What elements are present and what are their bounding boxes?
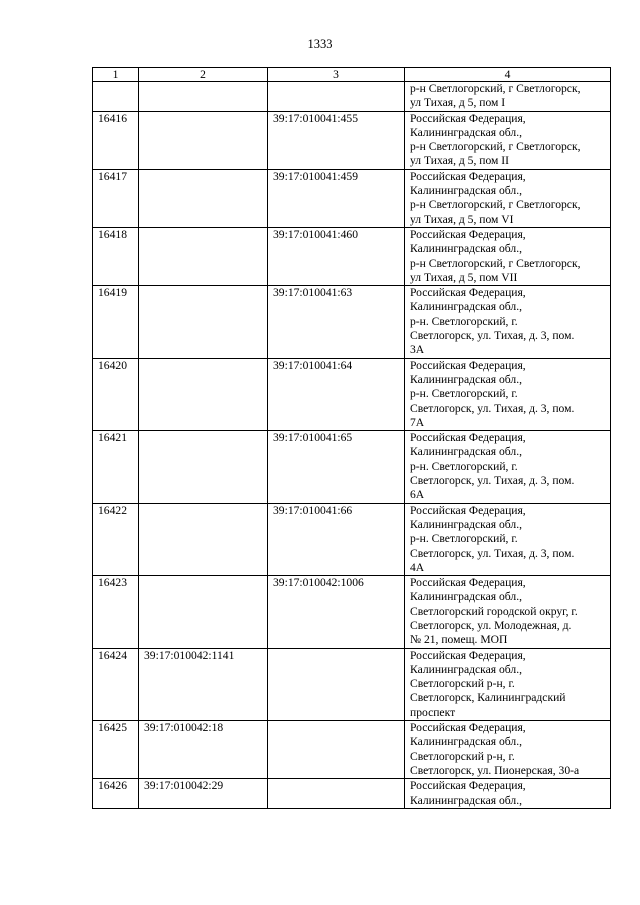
address-line: Калининградская обл., <box>410 300 522 314</box>
table-row <box>93 286 611 358</box>
address-line: р-н Светлогорский, г Светлогорск, <box>410 256 581 270</box>
address-line: 4А <box>410 560 425 574</box>
cadastral-number-cell <box>268 779 405 809</box>
cadastral-number-cell: 39:17:010042:1006 <box>268 576 405 648</box>
address-line: проспект <box>410 705 456 719</box>
table-row <box>93 721 611 779</box>
address-cell <box>405 779 611 809</box>
cadastral-number-cell: 39:17:010041:459 <box>268 169 405 227</box>
address-line: Калининградская обл., <box>410 793 522 807</box>
address-line: 3А <box>410 343 425 357</box>
column-header-2: 2 <box>139 68 268 82</box>
address-cell <box>405 111 611 169</box>
address-line: Светлогорск, ул. Тихая, д. 3, пом. <box>410 474 575 488</box>
address-line: Калининградская обл., <box>410 445 522 459</box>
address-line: Калининградская обл., <box>410 662 522 676</box>
row-number-cell: 16421 <box>93 431 139 503</box>
cadastral-number-cell: 39:17:010041:460 <box>268 227 405 285</box>
address-line: Российская Федерация, <box>410 169 526 183</box>
address-line: Калининградская обл., <box>410 735 522 749</box>
address-line: ул Тихая, д 5, пом I <box>410 96 506 110</box>
address-line: Российская Федерация, <box>410 431 526 445</box>
address-line: Светлогорск, ул. Пионерская, 30-а <box>410 763 580 777</box>
cadastral-number-cell: 39:17:010041:455 <box>268 111 405 169</box>
cadastral-number-cell: 39:17:010041:63 <box>268 286 405 358</box>
address-line: Светлогорск, Калининградский <box>410 691 566 705</box>
cadastral-number-cell <box>268 721 405 779</box>
address-cell <box>405 227 611 285</box>
address-line: Калининградская обл., <box>410 125 522 139</box>
address-line: р-н Светлогорский, г Светлогорск, <box>410 82 581 95</box>
address-line: Калининградская обл., <box>410 242 522 256</box>
address-line: Светлогорский р-н, г. <box>410 677 515 691</box>
cadastral-number-cell: 39:17:010042:1141 <box>139 648 268 720</box>
address-line: Российская Федерация, <box>410 779 526 793</box>
cadastral-number-cell <box>139 169 268 227</box>
address-line: Российская Федерация, <box>410 648 526 662</box>
cadastral-number-cell <box>139 576 268 648</box>
cadastral-number-cell: 39:17:010041:65 <box>268 431 405 503</box>
address-cell <box>405 82 611 112</box>
address-line: № 21, помещ. МОП <box>410 633 508 647</box>
address-line: Российская Федерация, <box>410 503 526 517</box>
address-cell <box>405 721 611 779</box>
row-number-cell: 16426 <box>93 779 139 809</box>
address-line: р-н. Светлогорский, г. <box>410 532 518 546</box>
address-line: Российская Федерация, <box>410 227 526 241</box>
cadastral-number-cell <box>139 227 268 285</box>
table-row <box>93 503 611 575</box>
address-line: Светлогорск, ул. Тихая, д. 3, пом. <box>410 546 575 560</box>
row-number-cell: 16416 <box>93 111 139 169</box>
table-row <box>93 779 611 809</box>
address-cell <box>405 576 611 648</box>
cadastral-number-cell <box>139 111 268 169</box>
address-line: Российская Федерация, <box>410 111 526 125</box>
table-row <box>93 111 611 169</box>
address-cell <box>405 358 611 430</box>
address-line: р-н Светлогорский, г Светлогорск, <box>410 140 581 154</box>
row-number-cell: 16420 <box>93 358 139 430</box>
address-line: р-н Светлогорский, г Светлогорск, <box>410 198 581 212</box>
address-line: Российская Федерация, <box>410 576 526 590</box>
address-line: р-н. Светлогорский, г. <box>410 459 518 473</box>
row-number-cell: 16417 <box>93 169 139 227</box>
address-line: 6А <box>410 488 425 502</box>
table-row <box>93 576 611 648</box>
address-cell <box>405 503 611 575</box>
row-number-cell: 16424 <box>93 648 139 720</box>
row-number-cell <box>93 82 139 112</box>
address-line: Калининградская обл., <box>410 590 522 604</box>
address-cell <box>405 286 611 358</box>
address-line: Светлогорск, ул. Тихая, д. 3, пом. <box>410 401 575 415</box>
address-line: р-н. Светлогорский, г. <box>410 314 518 328</box>
row-number-cell: 16419 <box>93 286 139 358</box>
address-cell <box>405 169 611 227</box>
address-cell <box>405 431 611 503</box>
address-line: Калининградская обл., <box>410 184 522 198</box>
address-line: ул Тихая, д 5, пом VI <box>410 212 514 226</box>
cadastral-number-cell: 39:17:010041:64 <box>268 358 405 430</box>
address-line: Светлогорск, ул. Молодежная, д. <box>410 618 572 632</box>
cadastral-number-cell: 39:17:010041:66 <box>268 503 405 575</box>
table-row <box>93 648 611 720</box>
page-number: 1333 <box>307 37 333 51</box>
cadastral-number-cell <box>139 82 268 112</box>
address-line: ул Тихая, д 5, пом II <box>410 154 510 168</box>
address-line: Калининградская обл., <box>410 372 522 386</box>
address-line: Светлогорский городской округ, г. <box>410 604 578 618</box>
column-header-1: 1 <box>93 68 139 82</box>
address-line: Светлогорский р-н, г. <box>410 749 515 763</box>
address-line: Российская Федерация, <box>410 358 526 372</box>
cadastral-number-cell: 39:17:010042:29 <box>139 779 268 809</box>
cadastral-number-cell <box>268 82 405 112</box>
row-number-cell: 16422 <box>93 503 139 575</box>
row-number-cell: 16418 <box>93 227 139 285</box>
cadastral-number-cell <box>139 431 268 503</box>
table-row <box>93 82 611 112</box>
column-header-4: 4 <box>405 68 611 82</box>
table-row <box>93 431 611 503</box>
cadastral-number-cell: 39:17:010042:18 <box>139 721 268 779</box>
table-row <box>93 227 611 285</box>
cadastral-number-cell <box>139 358 268 430</box>
cadastral-number-cell <box>139 503 268 575</box>
cadastral-number-cell <box>268 648 405 720</box>
row-number-cell: 16423 <box>93 576 139 648</box>
row-number-cell: 16425 <box>93 721 139 779</box>
address-line: Российская Федерация, <box>410 286 526 300</box>
column-header-3: 3 <box>268 68 405 82</box>
registry-table <box>92 67 611 809</box>
address-line: Российская Федерация, <box>410 721 526 735</box>
address-line: ул Тихая, д 5, пом VII <box>410 270 518 284</box>
address-line: Светлогорск, ул. Тихая, д. 3, пом. <box>410 329 575 343</box>
address-line: 7А <box>410 415 425 429</box>
address-cell <box>405 648 611 720</box>
cadastral-number-cell <box>139 286 268 358</box>
table-row <box>93 169 611 227</box>
address-line: р-н. Светлогорский, г. <box>410 387 518 401</box>
address-line: Калининградская обл., <box>410 517 522 531</box>
table-row <box>93 358 611 430</box>
table-header-row <box>93 68 611 82</box>
